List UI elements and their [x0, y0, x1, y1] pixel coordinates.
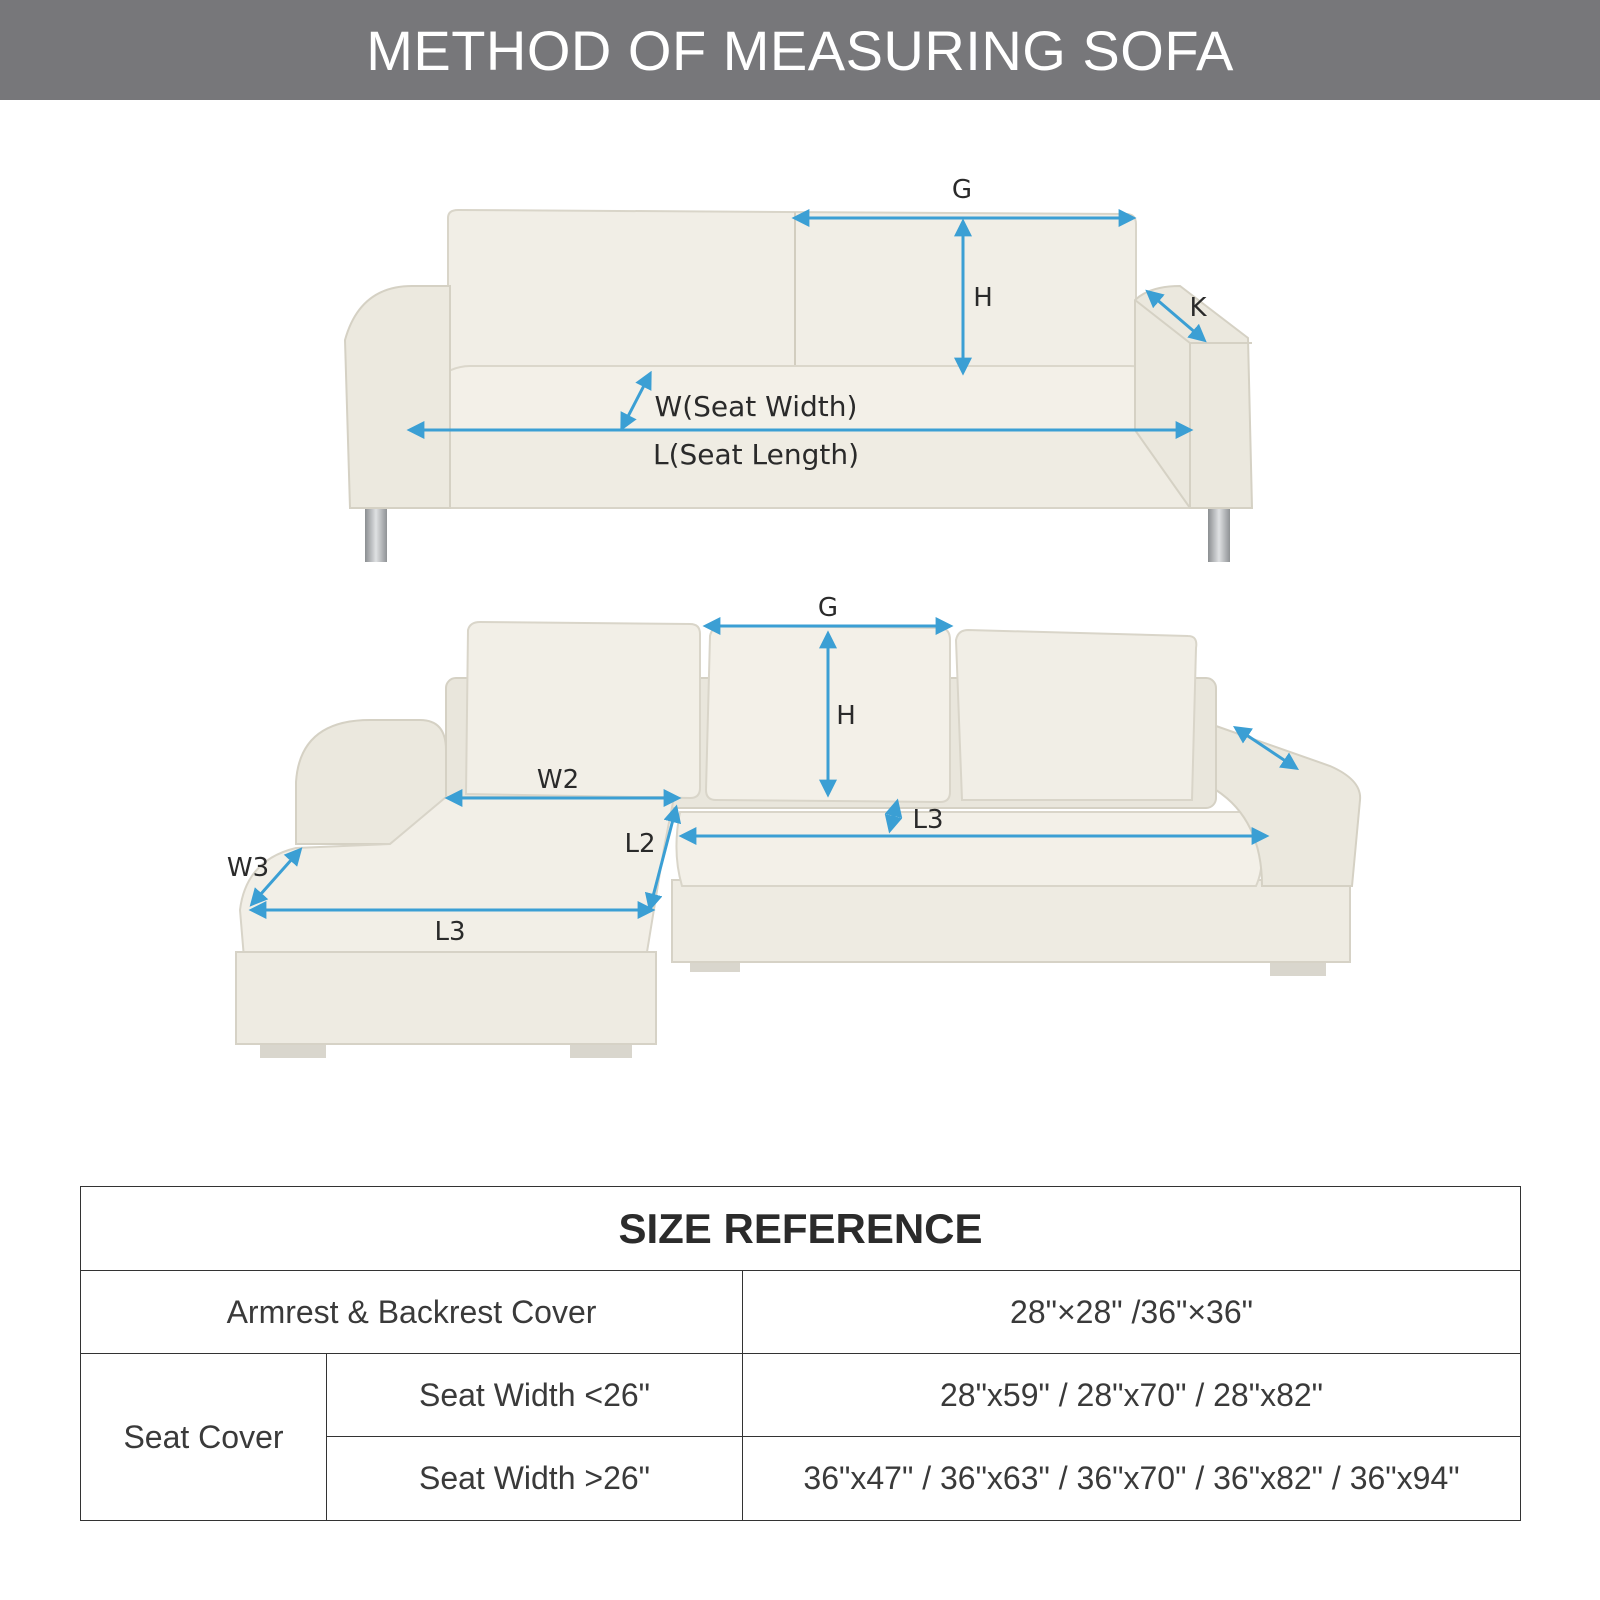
label-seat-length: L(Seat Length) [652, 438, 860, 471]
sectional-foot-4 [1270, 962, 1326, 976]
armrest-value: 28"×28" /36"×36" [743, 1271, 1521, 1354]
three-seat-sofa [345, 210, 1252, 562]
sofa-leg-left [365, 504, 387, 562]
table-title: SIZE REFERENCE [81, 1187, 1521, 1271]
label-h: H [973, 283, 993, 313]
cushion-left [466, 622, 700, 798]
sectional-main-base [672, 880, 1350, 962]
label-k: K [1189, 293, 1207, 323]
measurement-diagram [0, 100, 1600, 1180]
label-h2: H [836, 701, 856, 731]
label-l3-main: L3 [912, 805, 944, 835]
header-banner [0, 0, 1600, 100]
label-g2: G [817, 593, 839, 623]
label-l2: L2 [624, 829, 656, 859]
seat-condition-2: Seat Width >26" [327, 1437, 743, 1521]
cushion-right [956, 630, 1196, 800]
seat-condition-1: Seat Width <26" [327, 1354, 743, 1437]
sectional-sofa [236, 622, 1360, 1058]
label-w2: W2 [536, 765, 580, 795]
chaise-base [236, 952, 656, 1044]
label-w3: W3 [226, 853, 270, 883]
sofa-backrest [448, 210, 1136, 390]
label-g: G [951, 175, 973, 205]
seat-value-1: 28"x59" / 28"x70" / 28"x82" [743, 1354, 1521, 1437]
armrest-label: Armrest & Backrest Cover [81, 1271, 743, 1354]
seat-cover-label: Seat Cover [81, 1354, 327, 1521]
page-title: METHOD OF MEASURING SOFA [366, 18, 1234, 82]
seat-value-2: 36"x47" / 36"x63" / 36"x70" / 36"x82" / 36"x94" [743, 1437, 1521, 1521]
label-l3-chaise: L3 [434, 917, 466, 947]
sectional-main-seat [676, 812, 1262, 886]
label-seat-width: W(Seat Width) [654, 390, 858, 423]
sofa-armrest-left [345, 286, 450, 508]
size-reference-table [80, 1186, 1521, 1521]
sofa-leg-right [1208, 504, 1230, 562]
